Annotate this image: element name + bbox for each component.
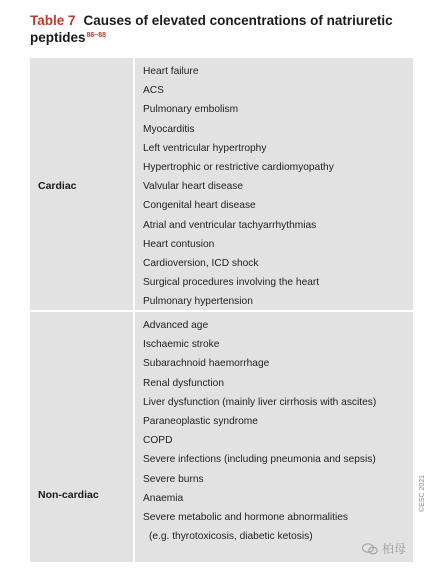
list-item: (e.g. thyrotoxicosis, diabetic ketosis) [149, 531, 313, 543]
watermark [362, 540, 406, 557]
list-item: Pulmonary embolism [143, 104, 239, 116]
list-item: Severe burns [143, 473, 204, 485]
list-item: Severe metabolic and hormone abnormalities [143, 511, 348, 523]
list-item: Left ventricular hypertrophy [143, 142, 267, 154]
list-item: ACS [143, 85, 164, 97]
chat-bubble-icon [362, 543, 378, 555]
list-item: Subarachnoid haemorrhage [143, 358, 270, 370]
reference-superscript: 86–88 [86, 32, 106, 39]
causes-table [30, 58, 413, 562]
category-label-cardiac: Cardiac [38, 180, 77, 192]
list-item: Surgical procedures involving the heart [143, 277, 320, 289]
table-number: Table 7 [30, 13, 76, 28]
cardiac-causes-list [143, 62, 334, 311]
list-item: Liver dysfunction (mainly liver cirrhosis with ascites) [143, 396, 377, 408]
non-cardiac-causes-list [143, 316, 376, 546]
list-item: COPD [143, 435, 173, 447]
list-item: Atrial and ventricular tachyarrhythmias [143, 219, 317, 231]
list-item: Congenital heart disease [143, 200, 256, 212]
list-item: Pulmonary hypertension [143, 296, 253, 308]
category-label-non-cardiac: Non-cardiac [38, 489, 99, 501]
list-item: Valvular heart disease [143, 181, 244, 193]
copyright-watermark: ©ESC 2021 [419, 474, 426, 512]
list-item: Hypertrophic or restrictive cardiomyopathy [143, 161, 334, 173]
list-item: Renal dysfunction [143, 377, 224, 389]
list-item: Ischaemic stroke [143, 339, 220, 351]
list-item: Myocarditis [143, 123, 195, 135]
list-item: Heart failure [143, 66, 199, 77]
section-cardiac [30, 58, 413, 310]
list-item: Severe infections (including pneumonia and sepsis) [143, 454, 376, 466]
list-item: Cardioversion, ICD shock [143, 257, 259, 269]
list-item: Anaemia [143, 492, 184, 504]
list-item: Advanced age [143, 320, 209, 331]
watermark-text: 柏母 [382, 542, 407, 556]
table-caption [30, 12, 430, 46]
table-title: Causes of elevated concentrations of natriuretic peptides [30, 13, 393, 45]
list-item: Heart contusion [143, 238, 215, 250]
list-item: Paraneoplastic syndrome [143, 415, 258, 427]
section-non-cardiac [30, 312, 413, 562]
